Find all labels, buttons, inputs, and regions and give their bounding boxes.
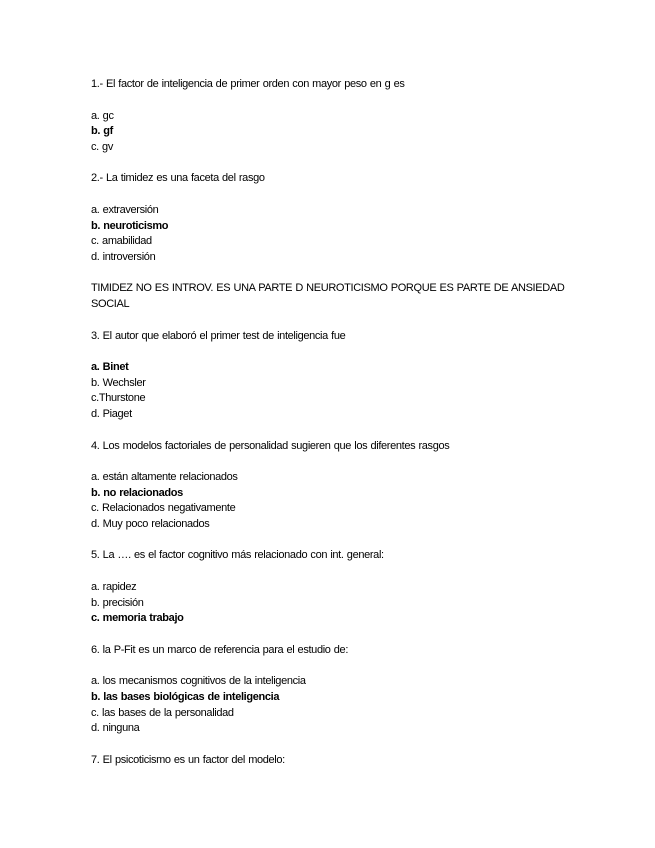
question-3-option-a: a. Binet bbox=[91, 361, 129, 374]
question-4-prompt: 4. Los modelos factoriales de personalidad sugieren que los diferentes rasgos bbox=[91, 439, 450, 452]
question-4-option-a: a. están altamente relacionados bbox=[91, 471, 238, 484]
question-5-prompt: 5. La …. es el factor cognitivo más relacionado con int. general: bbox=[91, 549, 384, 562]
question-2-option-a: a. extraversión bbox=[91, 203, 159, 216]
question-6-option-c: c. las bases de la personalidad bbox=[91, 706, 234, 719]
question-5-option-b: b. precisión bbox=[91, 596, 144, 609]
question-2-option-b: b. neuroticismo bbox=[91, 219, 169, 232]
question-6-option-a: a. los mecanismos cognitivos de la inteligencia bbox=[91, 675, 306, 688]
question-2-option-d: d. introversión bbox=[91, 250, 156, 263]
question-6-prompt: 6. la P-Fit es un marco de referencia para el estudio de: bbox=[91, 643, 349, 656]
question-4-option-c: c. Relacionados negativamente bbox=[91, 502, 236, 515]
question-3-option-d: d. Piaget bbox=[91, 407, 132, 420]
question-4-option-d: d. Muy poco relacionados bbox=[91, 517, 210, 530]
question-2-option-c: c. amabilidad bbox=[91, 235, 152, 248]
question-7-prompt: 7. El psicoticismo es un factor del modelo: bbox=[91, 753, 285, 766]
question-5-option-c: c. memoria trabajo bbox=[91, 612, 184, 625]
question-6-option-d: d. ninguna bbox=[91, 722, 140, 735]
question-1-option-b: b. gf bbox=[91, 125, 113, 138]
question-3-prompt: 3. El autor que elaboró el primer test de inteligencia fue bbox=[91, 329, 346, 342]
document-content bbox=[91, 77, 581, 768]
question-6-option-b: b. las bases biológicas de inteligencia bbox=[91, 691, 280, 704]
question-4-option-b: b. no relacionados bbox=[91, 486, 183, 499]
question-1-option-c: c. gv bbox=[91, 140, 113, 153]
question-5-option-a: a. rapidez bbox=[91, 581, 137, 594]
question-1-prompt: 1.- El factor de inteligencia de primer orden con mayor peso en g es bbox=[91, 78, 405, 90]
question-3-option-b: b. Wechsler bbox=[91, 376, 146, 389]
question-2-note: TIMIDEZ NO ES INTROV. ES UNA PARTE D NEUROTICISMO PORQUE ES PARTE DE ANSIEDAD SOCIAL bbox=[91, 282, 565, 310]
question-3-option-c: c.Thurstone bbox=[91, 392, 146, 405]
question-2-prompt: 2.- La timidez es una faceta del rasgo bbox=[91, 172, 265, 185]
question-1-option-a: a. gc bbox=[91, 109, 114, 122]
